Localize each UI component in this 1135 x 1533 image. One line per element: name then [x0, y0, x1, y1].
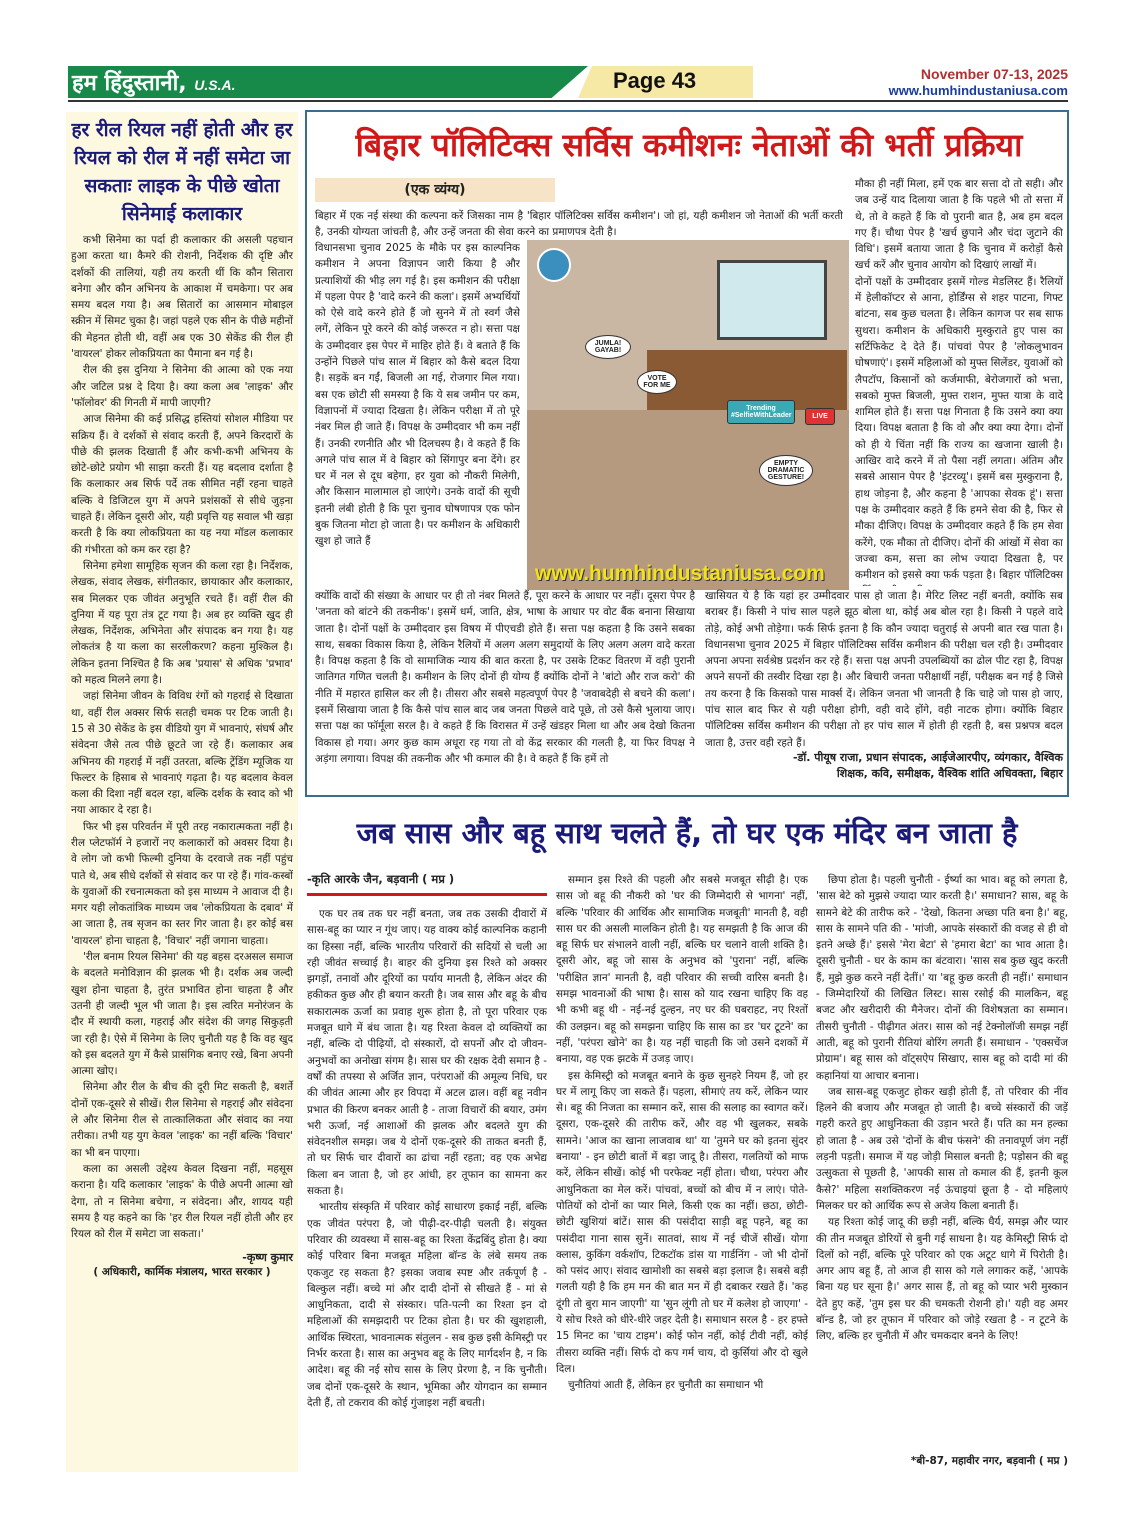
paragraph: सिनेमा और रील के बीच की दूरी मिट सकती है, बशर्ते दोनों एक-दूसरे से सीखें। रील सिनेमा से गहराई और संवेदना ले और सिनेमा रील से तात्कालिकता और संवाद का नया तरीका। तभी यह युग केवल 'लाइक' का नहीं बल्कि 'विचार' का भी बन पाएगा। [71, 1081, 293, 1159]
top-article-right-column [855, 176, 1063, 586]
speech-bubble: EMPTY DRAMATIC GESTURE! [759, 455, 813, 486]
top-article-col2-top: मौका ही नहीं मिला, हमें एक बार सत्ता दो तो सही। और जब उन्हें याद दिलाया जाता है कि पहले भी तो सत्ता में थे, तो वे कहते हैं कि वो पुरानी बात है, अब हम बदल गए हैं। चौथा पेपर है 'खर्च छुपाने और चंदा जुटाने की विधि'। इसमें बताया जाता है कि चुनाव में करोड़ों कैसे खर्च करें और चुनाव आयोग को दिखाएं लाखों में। [855, 178, 1063, 272]
paragraph: कला का असली उद्देश्य केवल दिखना नहीं, महसूस कराना है। यदि कलाकार 'लाइक' के पीछे अपनी आत्मा खो देगा, तो न सिनेमा बचेगा, न संवेदना। और, शायद यही समय है यह कहने का कि 'हर रील रियल नहीं होती और हर रियल को रील में समेटा जा सकता।' [71, 1162, 293, 1241]
paragraph: चुनौतियां आती हैं, लेकिन हर चुनौती का समाधान भी [568, 1379, 764, 1392]
paragraph: भारतीय संस्कृति में परिवार कोई साधारण इकाई नहीं, बल्कि एक जीवंत परंपरा है, जो पीढ़ी-दर-पीढ़ी चलती है। संयुक्त परिवार की व्यवस्था में सास-बहू का रिश्ता केंद्रबिंदु होता है। क्या कोई परिवार बिना मजबूत महिला बॉन्ड के लंबे समय तक एकजुट रह सकता है? इसका जवाब स्पष्ट और तर्कपूर्ण है - बिल्कुल नहीं। बच्चे मां और दादी दोनों से सीखते हैं - मां से आधुनिकता, दादी से संस्कार। पति-पत्नी का रिश्ता इन दो महिलाओं की समझदारी पर टिका होता है। घर की खुशहाली, आर्थिक स्थिरता, भावनात्मक संतुलन - सब कुछ इसी केमिस्ट्री पर निर्भर करता है। सास का अनुभव बहू के लिए मार्गदर्शन है, न कि आदेश। बहू की नई सोच सास के लिए प्रेरणा है, न कि चुनौती। जब दोनों एक-दूसरे के स्थान, भूमिका और योगदान का सम्मान देती हैं, तो टकराव की कोई गुंजाइश नहीं बचती। [307, 1201, 547, 1409]
bottom-article-byline: -कृति आरके जैन, बड़वानी ( मप्र ) [307, 872, 455, 886]
bottom-article-address: *बी-87, महावीर नगर, बड़वानी ( मप्र ) [910, 1455, 1068, 1467]
top-article-headline: बिहार पॉलिटिक्स सर्विस कमीशनः नेताओं की भर्ती प्रक्रिया [355, 126, 1023, 164]
watermark: www.humhindustaniusa.com [535, 562, 825, 585]
paragraph: जहां सिनेमा जीवन के विविध रंगों को गहराई से दिखाता था, वहीं रील अक्सर सिर्फ सतही चमक पर टिक जाती है। 15 से 30 सेकेंड के इस वीडियो युग में भावनाएं, संघर्ष और संवेदना जैसे तत्व पीछे छूटते जा रहे हैं। कलाकार अब अभिनय की गहराई में नहीं उतरता, बल्कि ट्रेंडिंग म्यूजिक या फिल्टर के हिसाब से भावनाएं गढ़ता है। यह बदलाव केवल कला की दिशा नहीं बदल रहा, बल्कि दर्शक के स्वाद को भी नया आकार दे रहा है। [71, 690, 293, 817]
paragraph: छिपा होता है। पहली चुनौती - ईर्ष्या का भाव। बहू को लगता है, 'सास बेटे को मुझसे ज्यादा प्यार करती है।' समाधान? सास, बहू के सामने बेटे की तारीफ करे - 'देखो, कितना अच्छा पति बना है।' बहू, सास के सामने पति की - 'मांजी, आपके संस्कारों की वजह से ही वो इतने अच्छे हैं।' इससे 'मेरा बेटा' से 'हमारा बेटा' का भाव आता है। दूसरी चुनौती - घर के काम का बंटवारा। 'सास सब कुछ खुद करती हैं, मुझे कुछ करने नहीं देतीं।' या 'बहू कुछ करती ही नहीं।' समाधान - जिम्मेदारियों की लिखित लिस्ट। सास रसोई की मालकिन, बहू बजट और खरीदारी की मैनेजर। दोनों की विशेषज्ञता का सम्मान। तीसरी चुनौती - पीढ़ीगत अंतर। सास को नई टेक्नोलॉजी समझ नहीं आती, बहू को पुरानी रीतियां बोरिंग लगती हैं। समाधान - 'एक्सचेंज प्रोग्राम'। बहू सास को वॉट्सऐप सिखाए, सास बहू को दादी मां की कहानियां या आचार बनाना। [816, 874, 1068, 1082]
left-article [66, 112, 298, 1472]
cartoon-illustration [527, 240, 849, 590]
bottom-article-col2 [556, 872, 808, 1472]
left-article-author: -कृष्ण कुमार [242, 1251, 293, 1265]
paragraph: 'रील बनाम रियल सिनेमा' की यह बहस दरअसल समाज के बदलते मनोविज्ञान की झलक भी है। दर्शक अब जल्दी खुश होना चाहता है, तुरंत प्रभावित होना चाहता है और उतनी ही जल्दी भूल भी जाता है। इस त्वरित मनोरंजन के दौर में स्थायी कला, गहराई और संदेश की जगह सिकुड़ती जा रही है। ऐसे में सिनेमा के लिए चुनौती यह है कि वह खुद को इस बदलते युग में कैसे प्रासंगिक बनाए रखे, बिना अपनी आत्मा खोए। [71, 951, 293, 1078]
bottom-article-col1 [307, 872, 547, 1472]
left-article-headline: हर रील रियल नहीं होती और हर रियल को रील में नहीं समेटा जा सकताः लाइक के पीछे खोता सिनेमाई कलाकार [71, 119, 293, 225]
presentation-screen [717, 260, 827, 340]
bottom-article-headline: जब सास और बहू साथ चलते हैं, तो घर एक मंदिर बन जाता है [356, 816, 1018, 850]
commission-logo [537, 248, 571, 282]
page-number: Page 43 [613, 68, 697, 93]
top-article-col2: दोनों पक्षों के उम्मीदवार इसमें गोल्ड मेडलिस्ट हैं। रैलियों में हेलीकॉप्टर से आना, होर्डिंग्स से शहर पाटना, गिफ्ट बांटना, सब कुछ चलता है। लेकिन कागज पर सब साफ सुथरा। कमीशन के अधिकारी मुस्कुराते हुए पास का सर्टिफिकेट दे देते हैं। पांचवां पेपर है 'लोकलुभावन घोषणाएं'। इसमें महिलाओं को मुफ्त सिलेंडर, युवाओं को लैपटॉप, किसानों को कर्जमाफी, बेरोजगारों को भत्ता, सबको मुफ्त बिजली, मुफ्त राशन, मुफ्त यात्रा के वादे शामिल होते हैं। सत्ता पक्ष गिनाता है कि उसने क्या क्या दिया। विपक्ष बताता है कि वो और क्या क्या देगा। दोनों को ही ये चिंता नहीं कि राज्य का खजाना खाली है। आखिर वादे करने में तो पैसा नहीं लगता। अंतिम और सबसे आसान पेपर है 'इंटरव्यू'। इसमें बस मुस्कुराना है, हाथ जोड़ना है, और कहना है 'आपका सेवक हूं'। सत्ता पक्ष के उम्मीदवार कहते हैं कि हमने सेवा की है, फिर से मौका दीजिए। विपक्ष के उम्मीदवार कहते हैं कि हम सेवा करेंगे, एक मौका तो दीजिए। दोनों की आंखों में सेवा का जज्बा कम, सत्ता का लोभ ज्यादा दिखता है, पर कमीशन को इससे क्या फर्क पड़ता है। बिहार पॉलिटिक्स [855, 275, 1063, 582]
trending-tag: Trending #SelfieWithLeader [727, 400, 795, 424]
website-link[interactable]: www.humhindustaniusa.com [888, 83, 1068, 98]
paragraph: फिर भी इस परिवर्तन में पूरी तरह नकारात्मकता नहीं है। रील प्लेटफॉर्म ने हजारों नए कलाकारों को अवसर दिया है। वे लोग जो कभी फिल्मी दुनिया के दरवाजे तक नहीं पहुंच पाते थे, अब सीधे दर्शकों से संवाद कर पा रहे हैं। गांव-कस्बों के युवाओं की रचनात्मकता को इस माध्यम ने आवाज दी है। मगर यही लोकतांत्रिक माध्यम जब 'लोकप्रियता के दबाव' में आ जाता है, तब सृजन का स्तर गिर जाता है। हर कोई बस 'वायरल' होना चाहता है, 'विचार' नहीं जगाना चाहता। [71, 820, 293, 947]
paragraph: एक घर तब तक घर नहीं बनता, जब तक उसकी दीवारों में सास-बहू का प्यार न गूंथ जाए। यह वाक्य कोई काल्पनिक कहानी का हिस्सा नहीं, बल्कि भारतीय परिवारों की सदियों से चली आ रही जीवंत सच्चाई है। बाहर की दुनिया इस रिश्ते को अक्सर झगड़ों, तनावों और दूरियों का पर्याय मानती है, लेकिन अंदर की हकीकत कुछ और ही बयान करती है। जब सास और बहू के बीच सकारात्मक ऊर्जा का प्रवाह शुरू होता है, तो पूरा परिवार एक मजबूत धागे में बंध जाता है। यह रिश्ता केवल दो व्यक्तियों का नहीं, बल्कि दो पीढ़ियों, दो संस्कारों, दो सपनों और दो जीवन-अनुभवों का अनोखा संगम है। सास घर की रक्षक देवी समान है - वर्षों की तपस्या से अर्जित ज्ञान, परंपराओं की अमूल्य निधि, घर की जीवंत आत्मा और हर विपदा में अटल ढाल। वहीं बहू नवीन प्रभात की किरण बनकर आती है - ताजा विचारों की बयार, उमंग भरी ऊर्जा, नई आशाओं की झलक और बदलते युग की संवेदनशील समझ। जब ये दोनों एक-दूसरे की ताकत बनती हैं, तो घर सिर्फ चार दीवारों का ढांचा नहीं रहता; वह एक अभेद्य किला बन जाता है, जो हर आंधी, हर तूफान का सामना कर सकता है। [307, 908, 547, 1198]
paragraph: कभी सिनेमा का पर्दा ही कलाकार की असली पहचान हुआ करता था। कैमरे की रोशनी, निर्देशक की दृष्टि और दर्शकों की तालियां, यही तय करती थीं कि कौन सितारा बनेगा और कौन अभिनय के आकाश में चमकेगा। पर अब समय बदल गया है। अब सितारों का आसमान मोबाइल स्क्रीन में सिमट चुका है। जहां पहले एक सीन के पीछे महीनों की मेहनत होती थी, वहीं अब एक 30 सेकेंड की रील ही 'वायरल' होकर लोकप्रियता का पैमाना बन गई है। [71, 234, 293, 361]
paragraph: जब सास-बहू एकजुट होकर खड़ी होती हैं, तो परिवार की नींव हिलने की बजाय और मजबूत हो जाती है। बच्चे संस्कारों की जड़ें गहरी करते हुए आधुनिकता की उड़ान भरते हैं। पति का मन हल्का हो जाता है - अब उसे 'दोनों के बीच फंसने' की तनावपूर्ण जंग नहीं लड़नी पड़ती। समाज में यह जोड़ी मिसाल बनती है; पड़ोसन की बहू उत्सुकता से पूछती है, 'आपकी सास तो कमाल की हैं, इतनी कूल कैसे?' महिला सशक्तिकरण नई ऊंचाइयां छूता है - दो महिलाएं मिलकर घर को आर्थिक रूप से अजेय किला बनाती हैं। [816, 1085, 1068, 1212]
speech-bubble: VOTE FOR ME [637, 370, 677, 394]
header-rule [68, 100, 1068, 102]
top-article-col1-bottom: क्योंकि वादों की संख्या के आधार पर ही तो नंबर मिलते हैं, पूरा करने के आधार पर नहीं। दूसरा पेपर है 'जनता को बांटने की तकनीक'। इसमें धर्म, जाति, क्षेत्र, भाषा के आधार पर वोट बैंक बनाना सिखाया जाता है। दोनों पक्षों के उम्मीदवार इस विषय में पीएचडी होते हैं। सत्ता पक्ष कहता है कि उसने सबका साथ, सबका विकास किया है, लेकिन रैलियों में अलग अलग समुदायों के लिए अलग अलग वादे करता है। विपक्ष कहता है कि वो सामाजिक न्याय की बात करता है, पर उसके टिकट वितरण में वही पुरानी जातिगत गणित चलती है। कमीशन के लिए दोनों ही योग्य हैं क्योंकि दोनों ने 'बांटो और राज करो' की नीति में महारत हासिल कर ली है। तीसरा और सबसे महत्वपूर्ण पेपर है 'जवाबदेही से बचने की कला'। इसमें सिखाया जाता है कि कैसे पांच साल बाद जब जनता पिछले वादे पूछे, तो उसे कैसे भुलाया जाए। सत्ता पक्ष का फॉर्मूला सरल है। वे कहते हैं कि विरासत में उन्हें खंडहर मिला था और अब देखो कितना विकास हो गया। अगर कुछ काम अधूरा रह गया तो वो केंद्र सरकार की गलती है, या फिर विपक्ष ने अड़ंगा लगाया। विपक्ष की तकनीक और भी कमाल की है। वे कहते हैं कि हमें तो [315, 590, 695, 765]
bottom-article-col3 [816, 872, 1068, 1450]
paragraph: रील की इस दुनिया ने सिनेमा की आत्मा को एक नया और जटिल प्रश्न दे दिया है। क्या कला अब 'लाइक' और 'फॉलोवर' की गिनती में मापी जाएगी? [71, 364, 293, 409]
speech-bubble: JUMLA! GAYAB! [585, 335, 631, 359]
top-article [305, 110, 1069, 797]
paragraph: आज सिनेमा की कई प्रसिद्ध हस्तियां सोशल मीडिया पर सक्रिय हैं। वे दर्शकों से संवाद करती हैं, अपने किरदारों के पीछे की झलक दिखाती हैं और कभी-कभी अभिनय के छोटे-छोटे प्रयोग भी साझा करती हैं। यह बदलाव दर्शाता है कि कलाकार अब सिर्फ पर्दे तक सीमित नहीं रहना चाहते बल्कि वे डिजिटल युग में अपने प्रशंसकों से सीधे जुड़ना चाहते हैं। लेकिन दूसरी ओर, यही प्रवृत्ति यह सवाल भी खड़ा करती है कि क्या लोकप्रियता का यह नया मॉडल कलाकार की गंभीरता को कम कर रहा है? [71, 413, 293, 556]
top-article-author [705, 750, 1063, 782]
byline-rule [307, 893, 547, 896]
live-tag: LIVE [805, 408, 835, 425]
top-article-col1: विधानसभा चुनाव 2025 के मौके पर इस काल्पनिक कमीशन ने अपना विज्ञापन जारी किया है और प्रत्याशियों की भीड़ लग गई है। इस कमीशन की परीक्षा में पहला पेपर है 'वादे करने की कला'। इसमें अभ्यर्थियों को ऐसे वादे करने होते हैं जो सुनने में तो स्वर्ग जैसे लगें, लेकिन पूरे करने की कोई जरूरत न हो। सत्ता पक्ष के उम्मीदवार इस पेपर में माहिर होते हैं। वे बताते हैं कि उन्होंने पिछले पांच साल में बिहार को कैसे बदल दिया है। सड़कें बन गईं, बिजली आ गई, रोजगार मिल गया। बस एक छोटी सी समस्या है कि ये सब जमीन पर कम, विज्ञापनों में ज्यादा दिखता है। लेकिन परीक्षा में तो पूरे नंबर मिल ही जाते हैं। विपक्ष के उम्मीदवार भी कम नहीं हैं। उनकी रणनीति और भी दिलचस्प है। वे कहते हैं कि अगले पांच साल में वे बिहार को सिंगापुर बना देंगे। हर घर में नल से दूध बहेगा, हर युवा को नौकरी मिलेगी, और किसान मालामाल हो जाएंगे। उनके वादों की सूची इतनी लंबी होती है कि पूरा चुनाव घोषणापत्र एक फोन बुक जितना मोटा हो जाता है। पर कमीशन के अधिकारी खुश हो जाते हैं [315, 242, 520, 548]
paragraph: यह रिश्ता कोई जादू की छड़ी नहीं, बल्कि धैर्य, समझ और प्यार की तीन मजबूत डोरियों से बुनी गई साधना है। यह केमिस्ट्री सिर्फ दो दिलों को नहीं, बल्कि पूरे परिवार को एक अटूट धागे में पिरोती है। अगर आप बहू हैं, तो आज ही सास को गले लगाकर कहें, 'आपके बिना यह घर सूना है।' अगर सास हैं, तो बहू को प्यार भरी मुस्कान देते हुए कहें, 'तुम इस घर की चमकती रोशनी हो।' यही वह अमर बॉन्ड है, जो हर तूफान में परिवार को जोड़े रखता है - न टूटने के लिए, बल्कि हर चुनौती में और चमकदार बनने के लिए! [816, 1216, 1068, 1343]
left-article-body [71, 232, 293, 1242]
top-article-col2-bottom: खासियत ये है कि यहां हर उम्मीदवार पास हो जाता है। मेरिट लिस्ट नहीं बनती, क्योंकि सब बराबर हैं। किसी ने पांच साल पहले झूठ बोला था, कोई अब बोल रहा है। किसी ने पहले वादे तोड़े, कोई अभी तोड़ेगा। फर्क सिर्फ इतना है कि कौन ज्यादा चतुराई से अपनी बात रख पाता है। विधानसभा चुनाव 2025 में बिहार पॉलिटिक्स सर्विस कमीशन की परीक्षा चल रही है। उम्मीदवार अपना अपना सर्वश्रेष्ठ प्रदर्शन कर रहे हैं। सत्ता पक्ष अपनी उपलब्धियों का ढोल पीट रहा है, विपक्ष अपने सपनों की तस्वीर दिखा रहा है। और बिचारी जनता परीक्षार्थी नहीं, परीक्षक बन गई है जिसे तय करना है कि किसको पास मार्क्स दें। लेकिन जनता भी जानती है कि चाहे जो पास हो जाए, पांच साल बाद फिर से यही परीक्षा होगी, वही वादे होंगे, वही नाटक होगा। क्योंकि बिहार पॉलिटिक्स सर्विस कमीशन की परीक्षा तो हर पांच साल में होती ही रहती है, बस प्रश्नपत्र बदल जाता है, उत्तर वही रहते हैं। [705, 590, 1063, 748]
paragraph: सिनेमा हमेशा सामूहिक सृजन की कला रहा है। निर्देशक, लेखक, संवाद लेखक, संगीतकार, छायाकार और कलाकार, सब मिलकर एक जीवंत अनुभूति रचते हैं। वहीं रील की दुनिया में यह पूरा तंत्र टूट गया है। अब हर व्यक्ति खुद ही लेखक, निर्देशक, अभिनेता और संपादक बन गया है। यह लोकतंत्र है या कला का सरलीकरण? कहना मुश्किल है। लेकिन इतना निश्चित है कि अब 'प्रयास' से अधिक 'प्रभाव' को महत्व मिलने लगा है। [71, 559, 293, 687]
paragraph: इस केमिस्ट्री को मजबूत बनाने के कुछ सुनहरे नियम हैं, जो हर घर में लागू किए जा सकते हैं। पहला, सीमाएं तय करें, लेकिन प्यार से। बहू की निजता का सम्मान करें, सास की सलाह का स्वागत करें। दूसरा, एक-दूसरे की तारीफ करें, और वह भी खुलकर, सबके सामने। 'आज का खाना लाजवाब था' या 'तुमने घर को इतना सुंदर बनाया' - इन छोटी बातों में बड़ा जादू है। तीसरा, गलतियों को माफ करें, लेकिन सीखें। कोई भी परफेक्ट नहीं होता। चौथा, परंपरा और आधुनिकता का मेल करें। पांचवां, बच्चों को बीच में न लाएं। पोते-पोतियों को दोनों का प्यार मिले, किसी एक का नहीं। छठा, छोटी-छोटी खुशियां बांटें। सास की पसंदीदा साड़ी बहू पहने, बहू का पसंदीदा गाना सास सुनें। सातवां, साथ में नई चीजें सीखें। योगा क्लास, कुकिंग वर्कशॉप, टिकटॉक डांस या गार्डनिंग - जो भी दोनों को पसंद आए। संवाद खामोशी का सबसे बड़ा इलाज है। सबसे बड़ी गलती यही है कि हम मन की बात मन में ही दबाकर रखते हैं। 'कह दूंगी तो बुरा मान जाएगी' या 'सुन लूंगी तो घर में कलेश हो जाएगा' - ये सोच रिश्ते को धीरे-धीरे जहर देती है। समाधान सरल है - हर हफ्ते 15 मिनट का 'चाय टाइम'। कोई फोन नहीं, कोई टीवी नहीं, कोई तीसरा व्यक्ति नहीं। सिर्फ दो कप गर्म चाय, दो कुर्सियां और दो खुले दिल। [556, 1069, 808, 1375]
author-line: शिक्षक, कवि, समीक्षक, वैश्विक शांति अधिवक्ता, बिहार [836, 767, 1063, 780]
left-article-author-title: ( अधिकारी, कार्मिक मंत्रालय, भारत सरकार ) [93, 1266, 271, 1279]
top-article-col1-top: बिहार में एक नई संस्था की कल्पना करें जिसका नाम है 'बिहार पॉलिटिक्स सर्विस कमीशन'। जो हां, यही कमीशन जो नेताओं की भर्ती करती है, उनकी योग्यता जांचती है, और उन्हें जनता की सेवा करने का प्रमाणपत्र देती है। [315, 210, 843, 239]
top-article-kicker: (एक व्यंग्य) [315, 178, 555, 202]
author-line: -डॉ. पीयूष राजा, प्रधान संपादक, आईजेआरपीए, व्यंगकार, वैश्विक [792, 751, 1063, 764]
brand-name: हम हिंदुस्तानी, U.S.A. [72, 71, 236, 96]
paragraph: सम्मान इस रिश्ते की पहली और सबसे मजबूत सीढ़ी है। एक सास जो बहू की नौकरी को 'घर की जिम्मेदारी से भागना' नहीं, बल्कि 'परिवार की आर्थिक और सामाजिक मजबूती' मानती है, वही सास घर की असली मालकिन होती है। यह समझती है कि आज की बहू सिर्फ घर संभालने वाली नहीं, बल्कि घर चलाने वाली शक्ति है। दूसरी ओर, बहू जो सास के अनुभव को 'पुराना' नहीं, बल्कि 'परीक्षित ज्ञान' मानती है, वही परिवार की सच्ची वारिस बनती है। समझ भावनाओं की भाषा है। सास को याद रखना चाहिए कि वह भी कभी बहू थी - नई-नई दुल्हन, नए घर की घबराहट, नए रिश्तों की उलझन। बहू को समझना चाहिए कि सास का डर 'घर टूटने' का नहीं, 'परंपरा खोने' का है। यह नहीं चाहती कि जो उसने दशकों में बनाया, वह एक झटके में उजड़ जाए। [556, 874, 808, 1066]
masthead [68, 66, 1068, 102]
issue-date: November 07-13, 2025 [920, 66, 1068, 82]
